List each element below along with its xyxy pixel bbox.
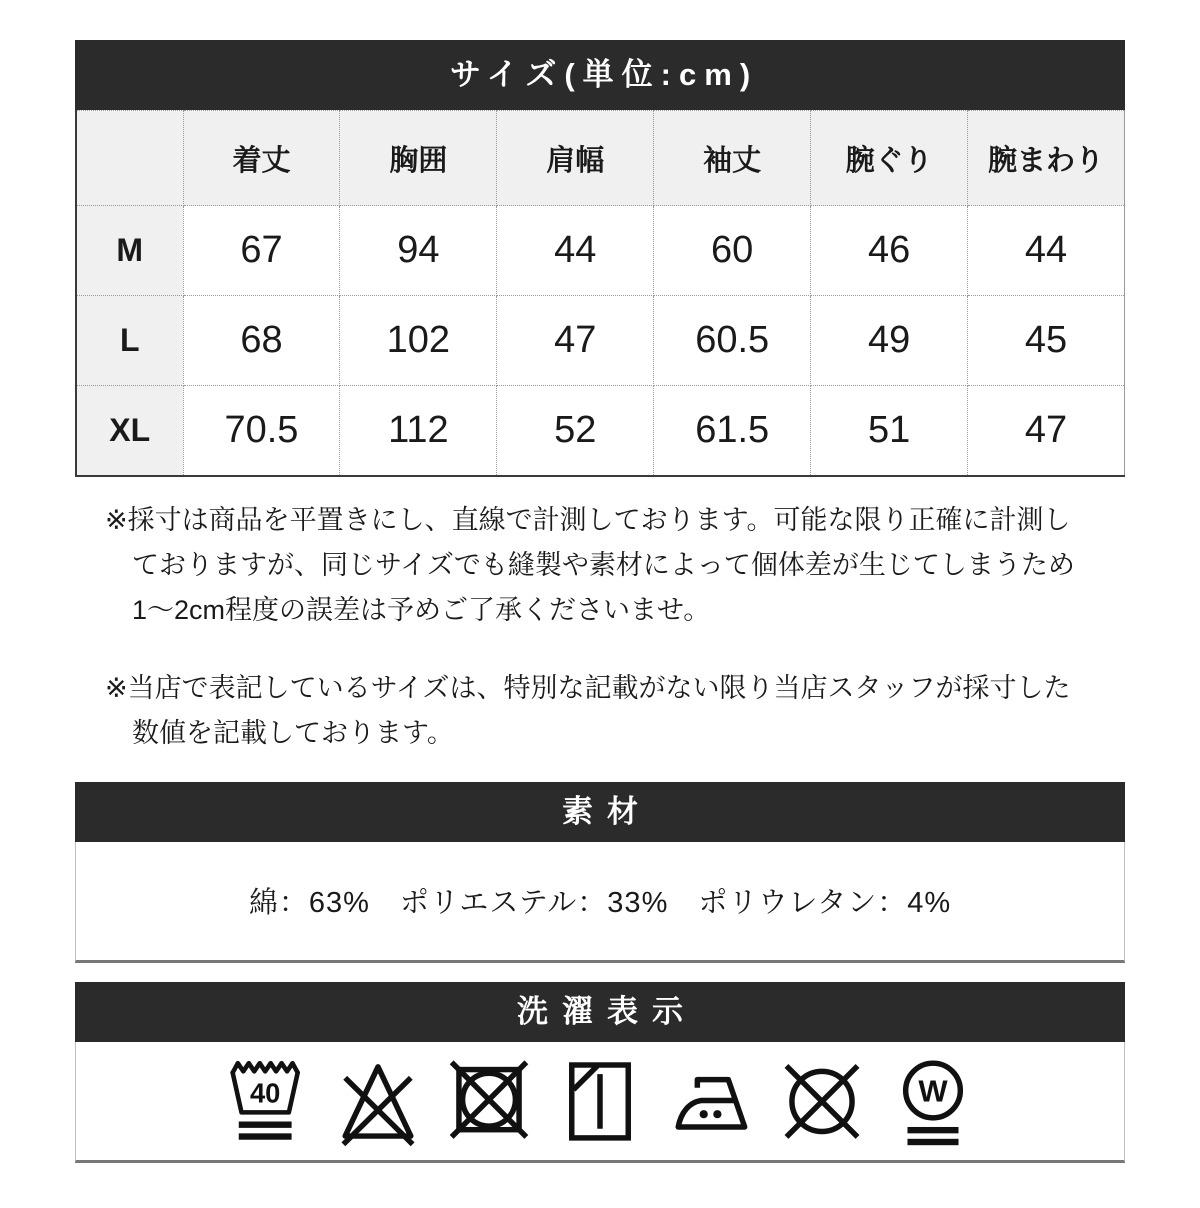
note-measurement-accuracy (105, 498, 1125, 633)
measurement-cell: 44 (968, 206, 1125, 296)
measurement-notes (75, 498, 1125, 756)
column-header: 腕まわり (968, 111, 1125, 206)
line-dry-in-shade-icon (559, 1054, 641, 1148)
measurement-cell: 47 (497, 296, 654, 386)
column-header: 腕ぐり (811, 111, 968, 206)
size-label: L (76, 296, 183, 386)
note-line: 1〜2cm程度の誤差は予めご了承くださいませ。 (132, 594, 711, 625)
corner-cell (76, 111, 183, 206)
measurement-cell: 60.5 (654, 296, 811, 386)
iron-medium-heat-icon (670, 1054, 752, 1148)
size-section-title: サイズ(単位:cm) (449, 57, 759, 92)
size-label: XL (76, 386, 183, 476)
table-row-l (76, 296, 1125, 386)
measurement-cell: 45 (968, 296, 1125, 386)
note-line: 数値を記載しております。 (132, 717, 454, 748)
column-header: 肩幅 (497, 111, 654, 206)
wash-temperature-label: 40 (249, 1076, 281, 1108)
laundry-section-header (75, 982, 1125, 1042)
size-table (75, 110, 1125, 477)
measurement-cell: 68 (183, 296, 340, 386)
measurement-cell: 61.5 (654, 386, 811, 476)
size-chart-page (75, 0, 1125, 1208)
wet-clean-very-mild-icon (892, 1054, 974, 1148)
laundry-section (75, 982, 1125, 1163)
table-row-xl (76, 386, 1125, 476)
measurement-cell: 67 (183, 206, 340, 296)
measurement-cell: 70.5 (183, 386, 340, 476)
measurement-cell: 46 (811, 206, 968, 296)
column-header: 胸囲 (340, 111, 497, 206)
do-not-bleach-icon (337, 1054, 419, 1148)
material-section (75, 782, 1125, 963)
size-section-header (75, 40, 1125, 110)
material-section-header (75, 782, 1125, 842)
laundry-section-title: 洗濯表示 (517, 993, 697, 1029)
measurement-cell: 51 (811, 386, 968, 476)
note-line: ※当店で表記しているサイズは、特別な記載がない限り当店スタッフが採寸した (105, 672, 1071, 703)
size-section (75, 40, 1125, 477)
note-line: ておりますが、同じサイズでも縫製や素材によって個体差が生じてしまうため (132, 549, 1075, 580)
material-box (75, 842, 1125, 963)
column-header: 袖丈 (654, 111, 811, 206)
do-not-tumble-dry-icon (448, 1054, 530, 1148)
note-line: ※採寸は商品を平置きにし、直線で計測しております。可能な限り正確に計測し (105, 504, 1071, 535)
wet-clean-label: W (918, 1072, 948, 1108)
measurement-cell: 94 (340, 206, 497, 296)
measurement-cell: 60 (654, 206, 811, 296)
column-header: 着丈 (183, 111, 340, 206)
size-label: M (76, 206, 183, 296)
note-staff-measured (105, 666, 1125, 756)
measurement-cell: 52 (497, 386, 654, 476)
measurement-cell: 112 (340, 386, 497, 476)
measurement-cell: 49 (811, 296, 968, 386)
material-section-title: 素材 (562, 793, 652, 829)
do-not-dry-clean-icon (781, 1054, 863, 1148)
material-composition: 綿：63% ポリエステル：33% ポリウレタン：4% (248, 887, 952, 919)
measurement-cell: 102 (340, 296, 497, 386)
wash-40-very-mild-icon (226, 1054, 308, 1148)
laundry-icons (75, 1042, 1125, 1163)
measurement-cell: 44 (497, 206, 654, 296)
table-row-m (76, 206, 1125, 296)
measurement-cell: 47 (968, 386, 1125, 476)
size-table-header-row (76, 111, 1125, 206)
